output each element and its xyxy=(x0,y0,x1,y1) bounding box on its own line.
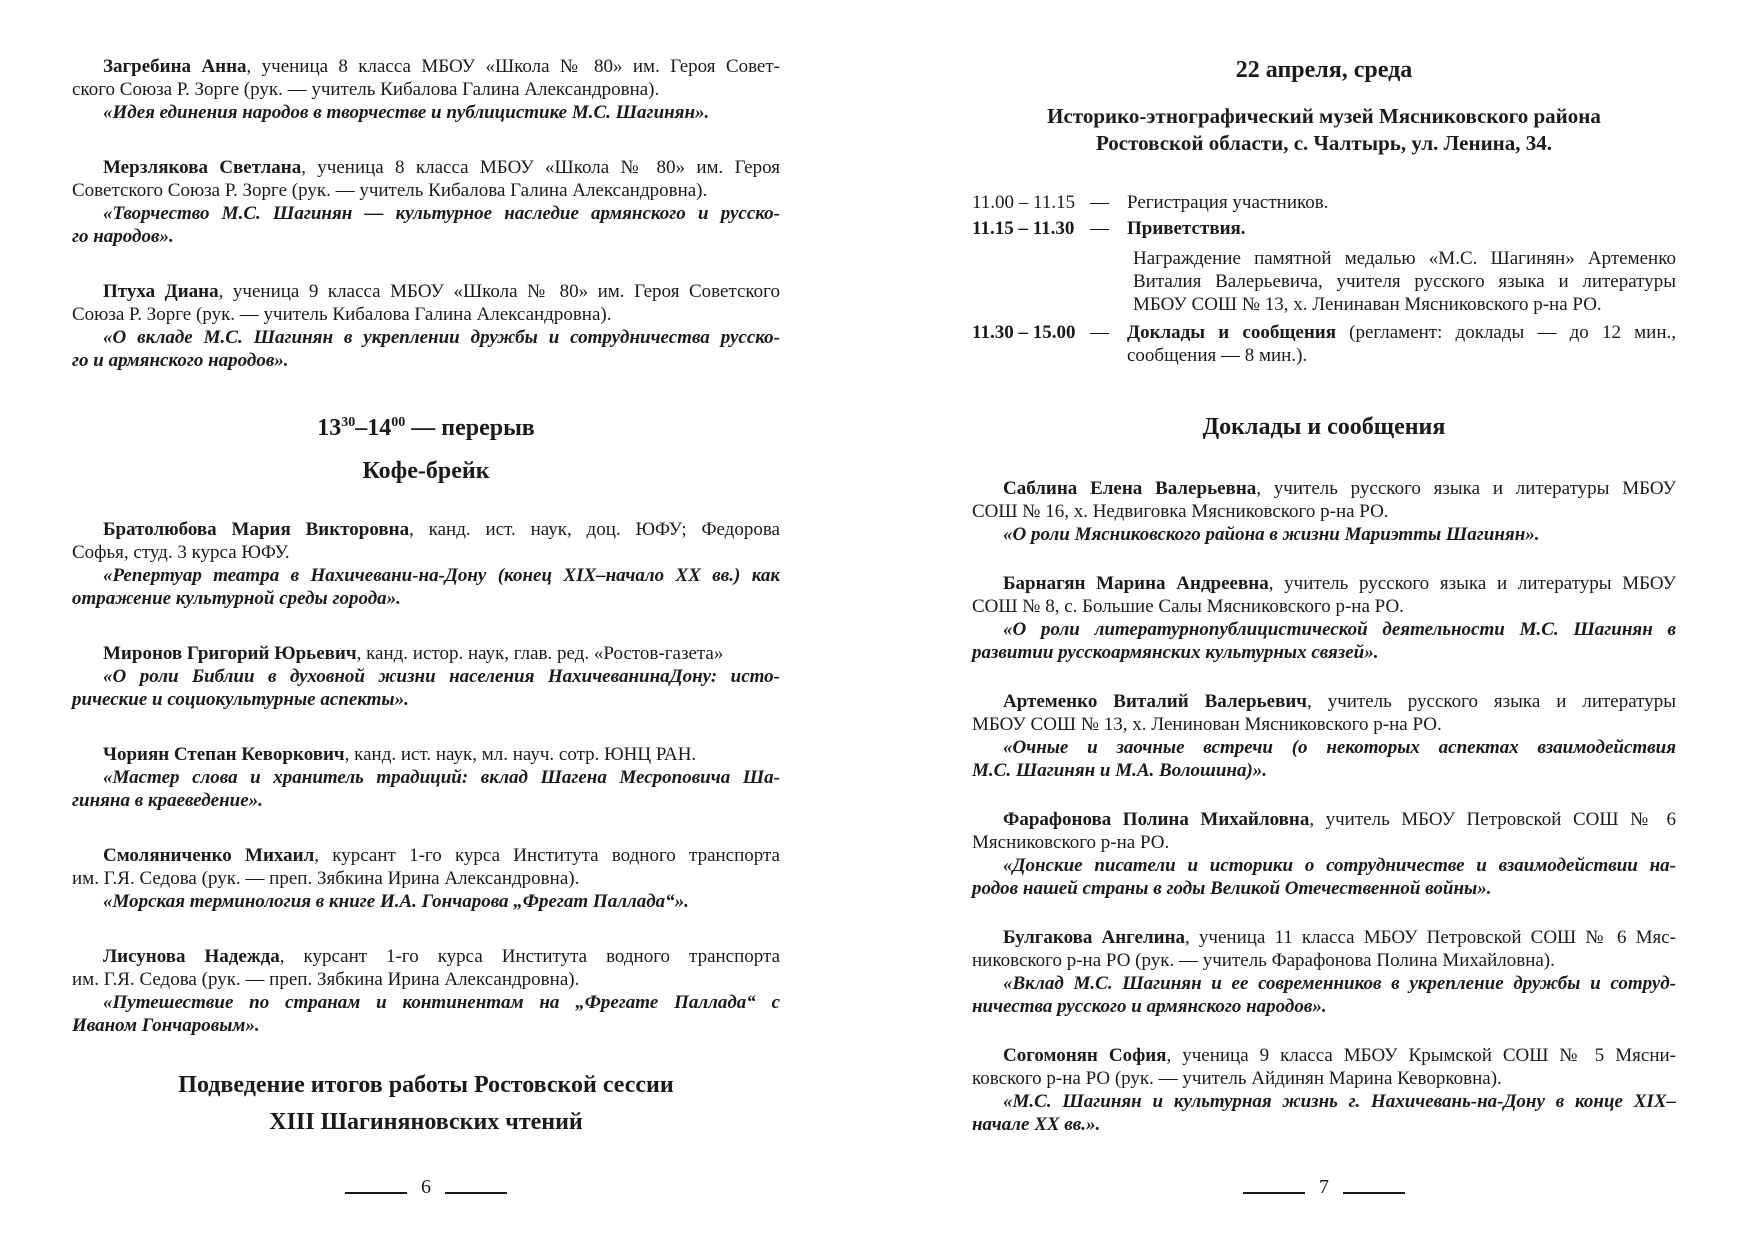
text-segment: «Репертуар театра в Нахичевани-на-Дону (конец XIX–начало XX вв.) как xyxy=(103,565,780,586)
break-heading xyxy=(72,413,780,443)
text-segment: родов нашей страны в годы Великой Отечественной войны». xyxy=(972,878,1492,899)
entry-topic xyxy=(72,101,780,124)
entry-paragraph xyxy=(972,926,1676,972)
text-segment: МБОУ СОШ № 13, х. Ленинаван Мясниковского р-на РО. xyxy=(1133,294,1602,315)
text-line xyxy=(1133,247,1676,270)
text-segment: Смоляниченко Михаил xyxy=(103,845,315,866)
text-line xyxy=(1127,344,1676,367)
text-line xyxy=(72,541,780,564)
text-segment: Регистрация участников. xyxy=(1127,192,1329,213)
text-segment: СОШ № 8, с. Большие Салы Мясниковского р-на РО. xyxy=(972,596,1404,617)
text-segment: ского Союза Р. Зорге (рук. — учитель Кибалова Галина Александровна). xyxy=(72,79,660,100)
text-segment: «Вклад М.С. Шагинян и ее современников в укрепление дружбы и сотруд- xyxy=(1003,973,1676,994)
text-line xyxy=(72,642,780,665)
schedule-text xyxy=(1127,217,1676,316)
text-segment: Чориян Степан Кеворкович xyxy=(103,744,345,765)
text-segment: «Очные и заочные встречи (о некоторых аспектах взаимодействия xyxy=(1003,737,1676,758)
text-line xyxy=(72,844,780,867)
entry-paragraph xyxy=(972,477,1676,523)
text-segment: Согомонян София xyxy=(1003,1045,1167,1066)
text-line xyxy=(972,618,1676,641)
text-line xyxy=(72,991,780,1014)
footer-rule-right xyxy=(1343,1192,1405,1194)
text-segment: ковского р-на РО (рук. — учитель Айдинян Марина Кеворковна). xyxy=(972,1068,1502,1089)
text-segment: , ученица 8 класса МБОУ «Школа № 80» им. Героя xyxy=(301,157,780,178)
text-segment: го народов». xyxy=(72,226,174,247)
schedule-text xyxy=(1127,191,1676,214)
text-line xyxy=(972,995,1676,1018)
text-segment: гиняна в краеведение». xyxy=(72,790,263,811)
text-line xyxy=(72,225,780,248)
entry-topic xyxy=(972,972,1676,1018)
text-segment: Мерзлякова Светлана xyxy=(103,157,302,178)
text-line xyxy=(972,523,1676,546)
entry-topic xyxy=(972,736,1676,782)
text-segment: , ученица 9 класса МБОУ Крымской СОШ № 5 Мясни- xyxy=(1166,1045,1676,1066)
text-line xyxy=(972,641,1676,664)
schedule-dash: — xyxy=(1090,192,1109,213)
text-line xyxy=(972,572,1676,595)
text-line xyxy=(972,972,1676,995)
text-segment: Птуха Диана xyxy=(103,281,219,302)
heading-part: — перерыв xyxy=(405,415,535,441)
text-line xyxy=(72,156,780,179)
text-line xyxy=(972,854,1676,877)
text-segment: «Морская терминология в книге И.А. Гончарова „Фрегат Паллада“». xyxy=(103,891,689,912)
text-segment: Лисунова Надежда xyxy=(103,946,280,967)
text-segment: «О роли Мясниковского района в жизни Мариэтты Шагинян». xyxy=(1003,524,1540,545)
text-segment: Союза Р. Зорге (рук. — учитель Кибалова Галина Александровна). xyxy=(72,304,612,325)
text-segment: Барнагян Марина Андреевна xyxy=(1003,573,1269,594)
text-segment: Виталия Валерьевича, учителя русского языка и литературы xyxy=(1133,271,1676,292)
text-line xyxy=(72,587,780,610)
text-line xyxy=(972,1044,1676,1067)
text-segment: , курсант 1-го курса Института водного транспорта xyxy=(279,946,780,967)
text-line xyxy=(72,179,780,202)
text-line xyxy=(72,743,780,766)
text-line xyxy=(72,665,780,688)
text-segment: «О вкладе М.С. Шагинян в укреплении дружбы и сотрудничества русско- xyxy=(103,327,780,348)
text-line xyxy=(72,101,780,124)
text-line xyxy=(72,78,780,101)
text-line xyxy=(972,831,1676,854)
text-segment: Загребина Анна xyxy=(103,56,247,77)
text-line xyxy=(972,1113,1676,1136)
text-segment: Саблина Елена Валерьевна xyxy=(1003,478,1257,499)
heading-part: –14 xyxy=(355,415,392,441)
venue-line: Ростовской области, с. Чалтырь, ул. Ленина, 34. xyxy=(1095,131,1553,155)
page-right-footer xyxy=(972,1176,1676,1198)
entry-paragraph xyxy=(972,572,1676,618)
text-line xyxy=(972,1067,1676,1090)
entry-paragraph xyxy=(72,642,780,665)
text-segment: рические и социокультурные аспекты». xyxy=(72,689,409,710)
text-segment: развитии русскоармянских культурных связей». xyxy=(972,642,1379,663)
entry-topic xyxy=(72,564,780,610)
text-line xyxy=(72,766,780,789)
text-line xyxy=(72,280,780,303)
entry-paragraph xyxy=(72,156,780,202)
text-segment: , учитель русского языка и литературы xyxy=(1307,691,1676,712)
text-line xyxy=(72,789,780,812)
text-segment: Миронов Григорий Юрьевич xyxy=(103,643,357,664)
text-segment: Мясниковского р-на РО. xyxy=(972,832,1170,853)
text-segment: , учитель русского языка и литературы МБОУ xyxy=(1268,573,1676,594)
entry-topic xyxy=(972,854,1676,900)
heading-part: 30 xyxy=(341,415,356,430)
text-segment: Иваном Гончаровым». xyxy=(72,1015,260,1036)
text-segment: , курсант 1-го курса Института водного транспорта xyxy=(314,845,780,866)
entry-topic xyxy=(72,326,780,372)
text-segment: «Идея единения народов в творчестве и публицистике М.С. Шагинян». xyxy=(103,102,710,123)
text-segment: (регламент: доклады — до 12 мин., xyxy=(1336,322,1677,343)
text-segment: Советского Союза Р. Зорге (рук. — учитель Кибалова Галина Александровна). xyxy=(72,180,708,201)
text-line xyxy=(972,877,1676,900)
footer-rule-left xyxy=(345,1192,407,1194)
text-segment: , канд. истор. наук, глав. ред. «Ростов-газета» xyxy=(356,643,724,664)
schedule-row xyxy=(972,191,1676,214)
text-segment: начале XX вв.». xyxy=(972,1114,1101,1135)
schedule-row xyxy=(972,321,1676,367)
text-line xyxy=(72,1014,780,1037)
text-segment: отражение культурной среды города». xyxy=(72,588,401,609)
entry-topic xyxy=(72,665,780,711)
schedule-dash: — xyxy=(1090,322,1109,343)
entry-paragraph xyxy=(72,280,780,326)
text-segment: никовского р-на РО (рук. — учитель Фарафонова Полина Михайловна). xyxy=(972,950,1555,971)
page-left xyxy=(72,0,780,1241)
text-line xyxy=(972,477,1676,500)
closing-heading xyxy=(72,1067,780,1141)
text-line xyxy=(72,945,780,968)
text-segment: «Творчество М.С. Шагинян — культурное наследие армянского и русско- xyxy=(103,203,780,224)
text-segment: Награждение памятной медалью «М.С. Шагинян» Артеменко xyxy=(1133,248,1676,269)
date-heading: 22 апреля, среда xyxy=(1235,57,1413,83)
text-segment: , канд. ист. наук, доц. ЮФУ; Федорова xyxy=(409,519,780,540)
closing-heading-line: XIII Шагиняновских чтений xyxy=(269,1109,583,1135)
schedule-time: 11.15 – 11.30 xyxy=(972,218,1075,239)
text-line xyxy=(972,736,1676,759)
footer-rule-left xyxy=(1243,1192,1305,1194)
text-segment: , ученица 11 класса МБОУ Петровской СОШ № 6 Мяс- xyxy=(1185,927,1676,948)
page-left-footer xyxy=(72,1176,780,1198)
text-line xyxy=(72,890,780,913)
text-line xyxy=(72,202,780,225)
text-segment: го и армянского народов». xyxy=(72,350,289,371)
text-segment: «М.С. Шагинян и культурная жизнь г. Нахичевань-на-Дону в конце XIX– xyxy=(1003,1091,1676,1112)
text-segment: «О роли Библии в духовной жизни населения НахичеванинаДону: исто- xyxy=(103,666,780,687)
text-segment: «Путешествие по странам и континентам на „Фрегате Паллада“ с xyxy=(103,992,780,1013)
heading-part: 13 xyxy=(317,415,342,441)
entry-topic xyxy=(72,202,780,248)
schedule-time: 11.30 – 15.00 xyxy=(972,322,1076,343)
venue-line: Историко-этнографический музей Мясниковского района xyxy=(1047,104,1601,128)
page-number: 7 xyxy=(1319,1176,1329,1198)
text-segment: , ученица 9 класса МБОУ «Школа № 80» им. Героя Советского xyxy=(218,281,781,302)
text-line xyxy=(972,500,1676,523)
text-segment: МБОУ СОШ № 13, х. Ленинован Мясниковского р-на РО. xyxy=(972,714,1442,735)
text-line xyxy=(72,349,780,372)
page-right-text-flow xyxy=(972,477,1676,1136)
entry-paragraph xyxy=(72,518,780,564)
text-segment: Фарафонова Полина Михайловна xyxy=(1003,809,1310,830)
text-line xyxy=(972,759,1676,782)
text-line xyxy=(72,688,780,711)
text-line xyxy=(972,1090,1676,1113)
text-segment: им. Г.Я. Седова (рук. — преп. Зябкина Ирина Александровна). xyxy=(72,969,580,990)
text-segment: Приветствия. xyxy=(1127,218,1246,239)
text-line xyxy=(1133,293,1676,316)
text-segment: «Донские писатели и историки о сотрудничестве и взаимодействии на- xyxy=(1003,855,1676,876)
text-segment: ничества русского и армянского народов». xyxy=(972,996,1327,1017)
text-line xyxy=(1127,321,1676,344)
text-segment: Софья, студ. 3 курса ЮФУ. xyxy=(72,542,290,563)
text-line xyxy=(72,968,780,991)
page-left-text-flow xyxy=(72,55,780,1141)
text-line xyxy=(972,690,1676,713)
schedule-time: 11.00 – 11.15 xyxy=(972,192,1076,213)
schedule-text xyxy=(1127,321,1676,367)
entry-topic xyxy=(972,523,1676,546)
text-line xyxy=(72,867,780,890)
text-line xyxy=(972,808,1676,831)
text-line xyxy=(72,55,780,78)
text-line xyxy=(1127,191,1676,214)
text-line xyxy=(72,326,780,349)
text-segment: , учитель МБОУ Петровской СОШ № 6 xyxy=(1309,809,1676,830)
text-segment: Братолюбова Мария Викторовна xyxy=(103,519,410,540)
entry-topic xyxy=(972,1090,1676,1136)
venue-heading xyxy=(972,103,1676,157)
text-segment: Артеменко Виталий Валерьевич xyxy=(1003,691,1308,712)
entry-paragraph xyxy=(972,1044,1676,1090)
entry-paragraph xyxy=(72,945,780,991)
text-line xyxy=(972,949,1676,972)
entry-topic xyxy=(72,890,780,913)
heading-part: 00 xyxy=(391,415,406,430)
entry-topic xyxy=(972,618,1676,664)
text-segment: , ученица 8 класса МБОУ «Школа № 80» им. Героя Совет- xyxy=(246,56,780,77)
text-segment: Доклады и сообщения xyxy=(1127,322,1336,343)
schedule-note xyxy=(1133,247,1676,316)
entry-paragraph xyxy=(72,743,780,766)
entry-paragraph xyxy=(972,808,1676,854)
schedule xyxy=(972,191,1676,367)
text-line xyxy=(1127,217,1676,240)
section-heading: Доклады и сообщения xyxy=(1202,414,1446,440)
text-segment: «Мастер слова и хранитель традиций: вклад Шагена Месроповича Ша- xyxy=(103,767,780,788)
page-right xyxy=(972,0,1676,1241)
entry-paragraph xyxy=(972,690,1676,736)
entry-paragraph xyxy=(72,55,780,101)
entry-paragraph xyxy=(72,844,780,890)
page-number: 6 xyxy=(421,1176,431,1198)
closing-heading-line: Подведение итогов работы Ростовской сессии xyxy=(178,1072,674,1098)
text-segment: СОШ № 16, х. Недвиговка Мясниковского р-на РО. xyxy=(972,501,1389,522)
text-line xyxy=(972,926,1676,949)
schedule-dash: — xyxy=(1090,218,1109,239)
entry-topic xyxy=(72,991,780,1037)
text-segment: им. Г.Я. Седова (рук. — преп. Зябкина Ирина Александровна). xyxy=(72,868,580,889)
footer-rule-right xyxy=(445,1192,507,1194)
text-line xyxy=(1133,270,1676,293)
text-segment: сообщения — 8 мин.). xyxy=(1127,345,1308,366)
text-segment: М.С. Шагинян и М.А. Волошина)». xyxy=(972,760,1268,781)
text-segment: , учитель русского языка и литературы МБОУ xyxy=(1256,478,1676,499)
text-segment: Булгакова Ангелина xyxy=(1003,927,1186,948)
text-line xyxy=(72,303,780,326)
text-segment: , канд. ист. наук, мл. науч. сотр. ЮНЦ РАН. xyxy=(344,744,697,765)
coffee-break-heading: Кофе-брейк xyxy=(362,458,490,484)
schedule-row xyxy=(972,217,1676,316)
text-segment: «О роли литературнопублицистической деятельности М.С. Шагинян в xyxy=(1003,619,1676,640)
text-line xyxy=(72,518,780,541)
text-line xyxy=(72,564,780,587)
entry-topic xyxy=(72,766,780,812)
text-line xyxy=(972,713,1676,736)
text-line xyxy=(972,595,1676,618)
